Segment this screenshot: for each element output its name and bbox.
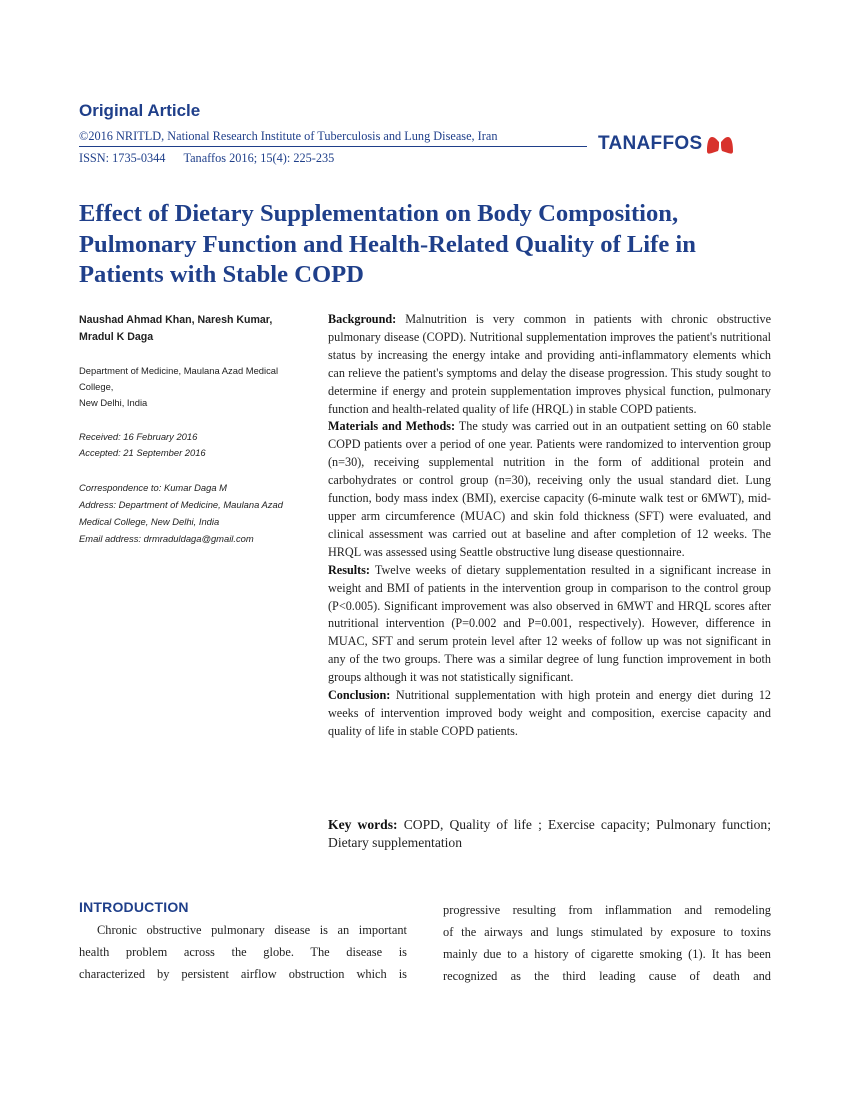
conclusion-label: Conclusion: (328, 688, 391, 703)
logo-text: TANAFFOS (598, 133, 703, 154)
affiliation-line: Department of Medicine, Maulana Azad Medical College, (79, 365, 279, 392)
keywords (328, 816, 771, 852)
methods-text: The study was carried out in an outpatient setting on 60 stable COPD patients over a period of one year. Patients were randomized to intervention group (n=30), receiving supplemental nutrition in the form of additional protein and carbohydrates or control group (n=30), receiving only the usual standard diet. Lung function, body mass index (BMI), exercise capacity (6-minute walk test or 6MWT), mid-upper arm circumference (MUAC) and skin fold thickness (SFT) were evaluated, and clinical assessment was carried out at baseline and after completion of 12 weeks. The HRQL was assessed using Seattle obstructive lung disease questionnaire. (328, 419, 772, 559)
authors-line: Naushad Ahmad Khan, Naresh Kumar, (79, 314, 273, 326)
authors (79, 312, 309, 346)
background-label: Background: (328, 312, 397, 326)
issn: ISSN: 1735-0344 (79, 151, 166, 165)
received-date: Received: 16 February 2016 (79, 431, 198, 442)
intro-line: of the airways and lungs stimulated by exposure to toxins (443, 925, 771, 939)
methods-label: Materials and Methods: (328, 419, 456, 434)
intro-line: progressive resulting from inflammation and remodeling (443, 903, 771, 917)
lungs-icon (706, 133, 734, 155)
article-dates (79, 429, 309, 461)
copyright-line: ©2016 NRITLD, National Research Institute of Tuberculosis and Lung Disease, Iran (79, 129, 498, 143)
intro-line (79, 919, 407, 941)
abstract-background (328, 311, 771, 418)
abstract-conclusion (328, 687, 771, 741)
section-label: Original Article (79, 101, 201, 120)
abstract (328, 311, 771, 741)
abstract-methods (328, 418, 771, 561)
authors-line: Mradul K Daga (79, 331, 154, 343)
affiliation-line: New Delhi, India (79, 397, 148, 408)
accepted-date: Accepted: 21 September 2016 (79, 447, 206, 458)
conclusion-text: Nutritional supplementation with high protein and energy diet during 12 weeks of intervention improved body weight and composition, exercise capacity and quality of life in stable COPD patients. (328, 688, 772, 738)
issn-line (79, 151, 334, 166)
results-text: Twelve weeks of dietary supplementation resulted in a significant increase in weight and BMI of patients in the intervention group in comparison to the control group (P<0.005). Significant improvement was also observed in 6MWT and HRQL scores after nutritional intervention (P=0.002 and P=0.001, respectively). However, difference in MUAC, SFT and serum protein level after 12 weeks of follow up was not significant in any of the two groups. There was a similar degree of lung function improvement in both groups although it was not statistically significant. (328, 562, 771, 685)
results-label: Results: (328, 562, 370, 577)
article-title: Effect of Dietary Supplementation on Body Composition, Pulmonary Function and Health-Related Quality of Life in Patients with Stable COPD (79, 200, 696, 288)
keywords-text: COPD, Quality of life ; Exercise capacity; Pulmonary function; Dietary supplementation (328, 817, 771, 850)
introduction-right-column (443, 899, 771, 987)
journal-logo (598, 133, 734, 155)
abstract-results (328, 562, 771, 687)
intro-line-text: Chronic obstructive pulmonary disease is an important (97, 923, 407, 937)
header-divider (79, 146, 587, 147)
correspondence-address: Address: Department of Medicine, Maulana Azad (79, 499, 283, 510)
affiliation (79, 363, 309, 411)
correspondence-to: Correspondence to: Kumar Daga M (79, 482, 227, 493)
citation: Tanaffos 2016; 15(4): 225-235 (183, 151, 335, 165)
correspondence-address: Medical College, New Delhi, India (79, 516, 220, 527)
correspondence-email: Email address: drmraduldaga@gmail.com (79, 533, 254, 544)
intro-line: mainly due to a history of cigarette smoking (1). It has been (443, 947, 771, 961)
introduction-heading: INTRODUCTION (79, 899, 189, 915)
intro-line: recognized as the third leading cause of death and (443, 969, 771, 983)
background-text: Malnutrition is very common in patients with chronic obstructive pulmonary disease (COPD). Nutritional supplementation improves the patient's nutritional status by increasing the energy intake and providing anti-inflammatory elements which can relieve the patient's symptoms and delay the disease progression. This study sought to determine if energy and protein supplementation improves physical function, pulmonary function and health-related quality of life (HRQL) in stable COPD patients. (328, 312, 771, 416)
keywords-label: Key words: (328, 817, 398, 832)
intro-line: health problem across the globe. The disease is (79, 945, 407, 959)
intro-line: characterized by persistent airflow obstruction which is (79, 967, 407, 981)
correspondence (79, 479, 309, 547)
introduction-left-column (79, 919, 407, 985)
